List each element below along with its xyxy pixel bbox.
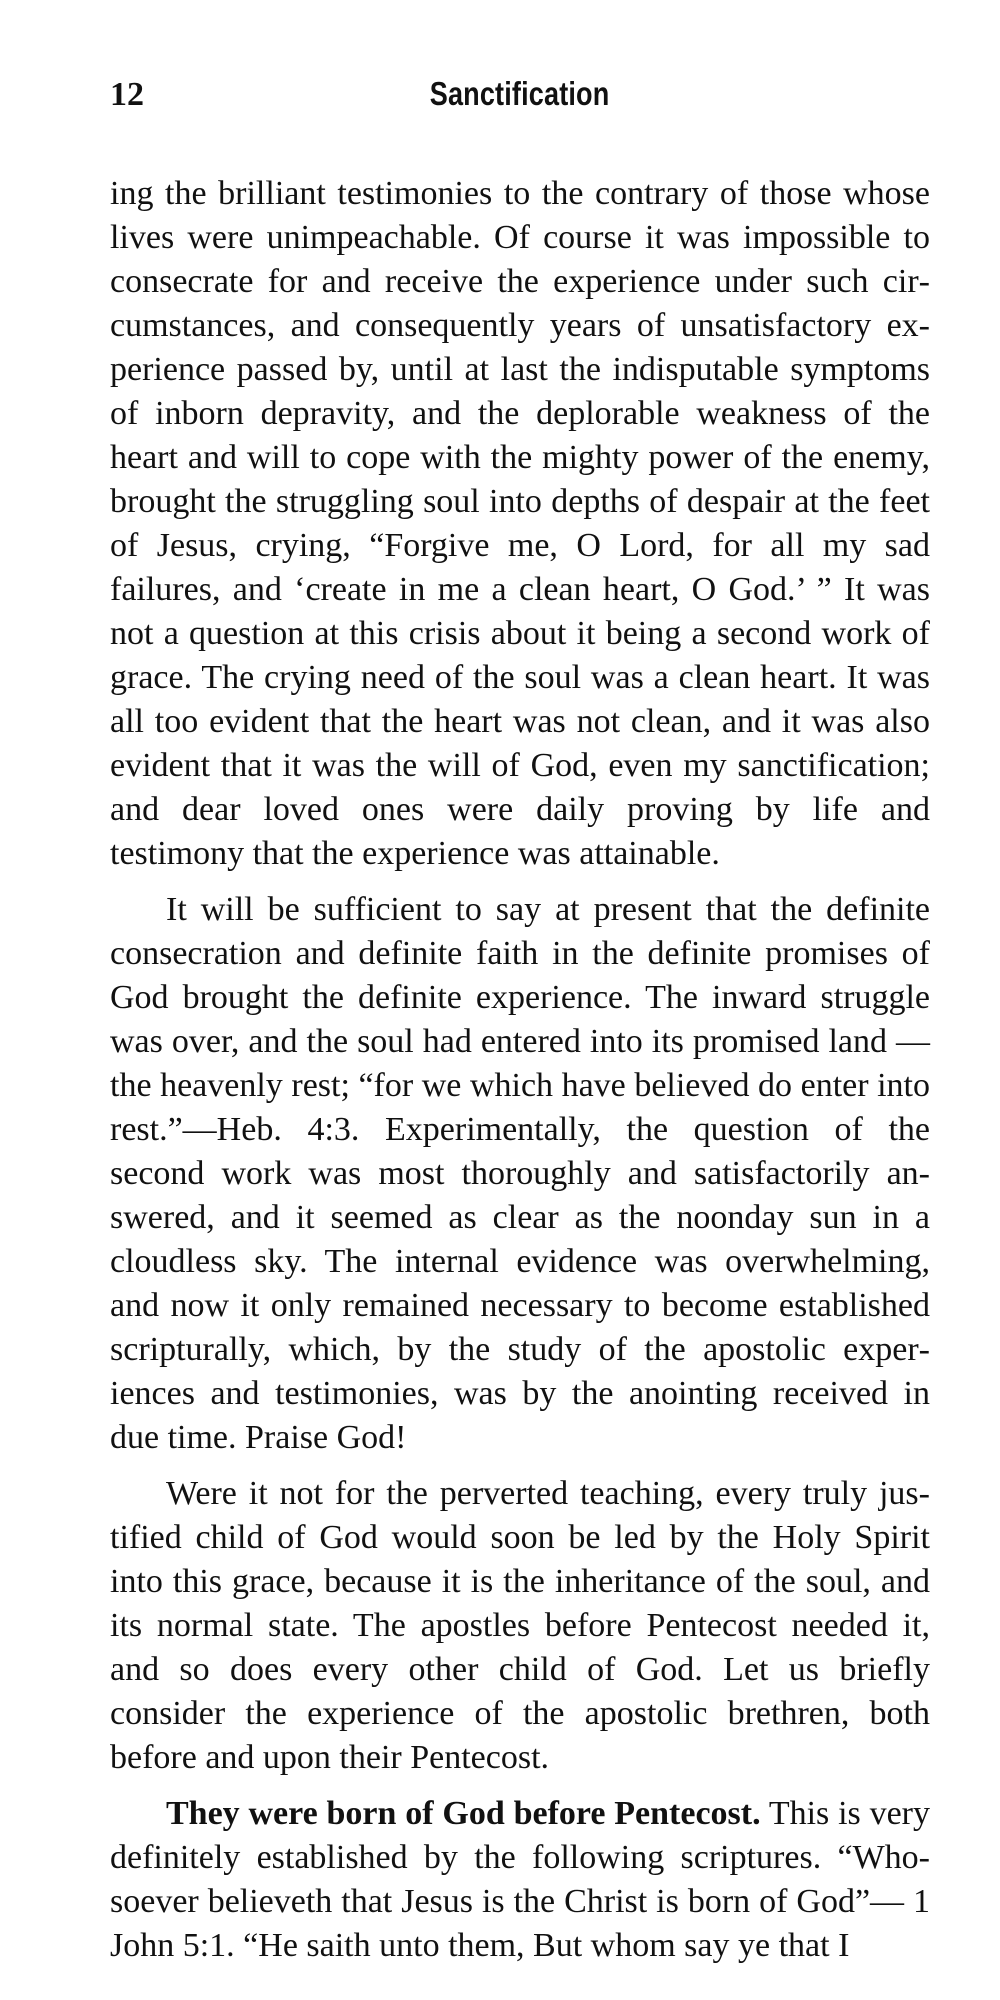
- book-page: [110, 70, 930, 1964]
- page-number: 12: [110, 76, 144, 113]
- paragraph: [110, 1472, 930, 1780]
- paragraph: [110, 888, 930, 1460]
- paragraph-text: Were it not for the perverted teaching, every truly justified child of God would soon be led by the Holy Spirit into this grace, because it is the inheritance of the soul, and its normal state. The apostles before Pentecost needed it, and so does every other child of God. Let us briefly consider the experience of the apostolic brethren, both before and upon their Pentecost.: [110, 1475, 930, 1776]
- paragraph-text: This is very definitely established by the following scriptures. “Whosoever believeth that Jesus is the Christ is born of God”— 1 John 5:1. “He saith unto them, But whom say ye that I: [110, 1795, 930, 1964]
- body-text: [110, 172, 930, 1968]
- page-header: [110, 70, 930, 118]
- paragraph-text: ing the brilliant testimonies to the contrary of those whose lives were unimpeachable. Of course it was impossible to consecrate for and receive the experience under such circumstances, and consequently years of unsatisfactory experience passed by, until at last the indisputable symptoms of inborn depravity, and the deplorable weakness of the heart and will to cope with the mighty power of the enemy, brought the struggling soul into depths of despair at the feet of Jesus, crying, “Forgive me, O Lord, for all my sad failures, and ‘create in me a clean heart, O God.’ ” It was not a question at this crisis about it being a second work of grace. The crying need of the soul was a clean heart. It was all too evident that the heart was not clean, and it was also evident that it was the will of God, even my sanctification; and dear loved ones were daily proving by life and testimony that the experience was attainable.: [110, 175, 930, 872]
- section-lead-in: They were born of God before Pentecost.: [166, 1795, 761, 1832]
- running-title: Sanctification: [430, 75, 610, 112]
- paragraph-text: It will be sufficient to say at present that the definite consecration and definite faith in the definite promises of God brought the definite experience. The inward struggle was over, and the soul had entered into its promised land —the heavenly rest; “for we which have believed do enter into rest.”—Heb. 4:3. Experimentally, the question of the second work was most thoroughly and satisfactorily answered, and it seemed as clear as the noonday sun in a cloudless sky. The internal evidence was overwhelming, and now it only remained necessary to become established scripturally, which, by the study of the apostolic experiences and testimonies, was by the anointing received in due time. Praise God!: [110, 891, 930, 1456]
- paragraph-continuation: [110, 172, 930, 876]
- paragraph: [110, 1792, 930, 1968]
